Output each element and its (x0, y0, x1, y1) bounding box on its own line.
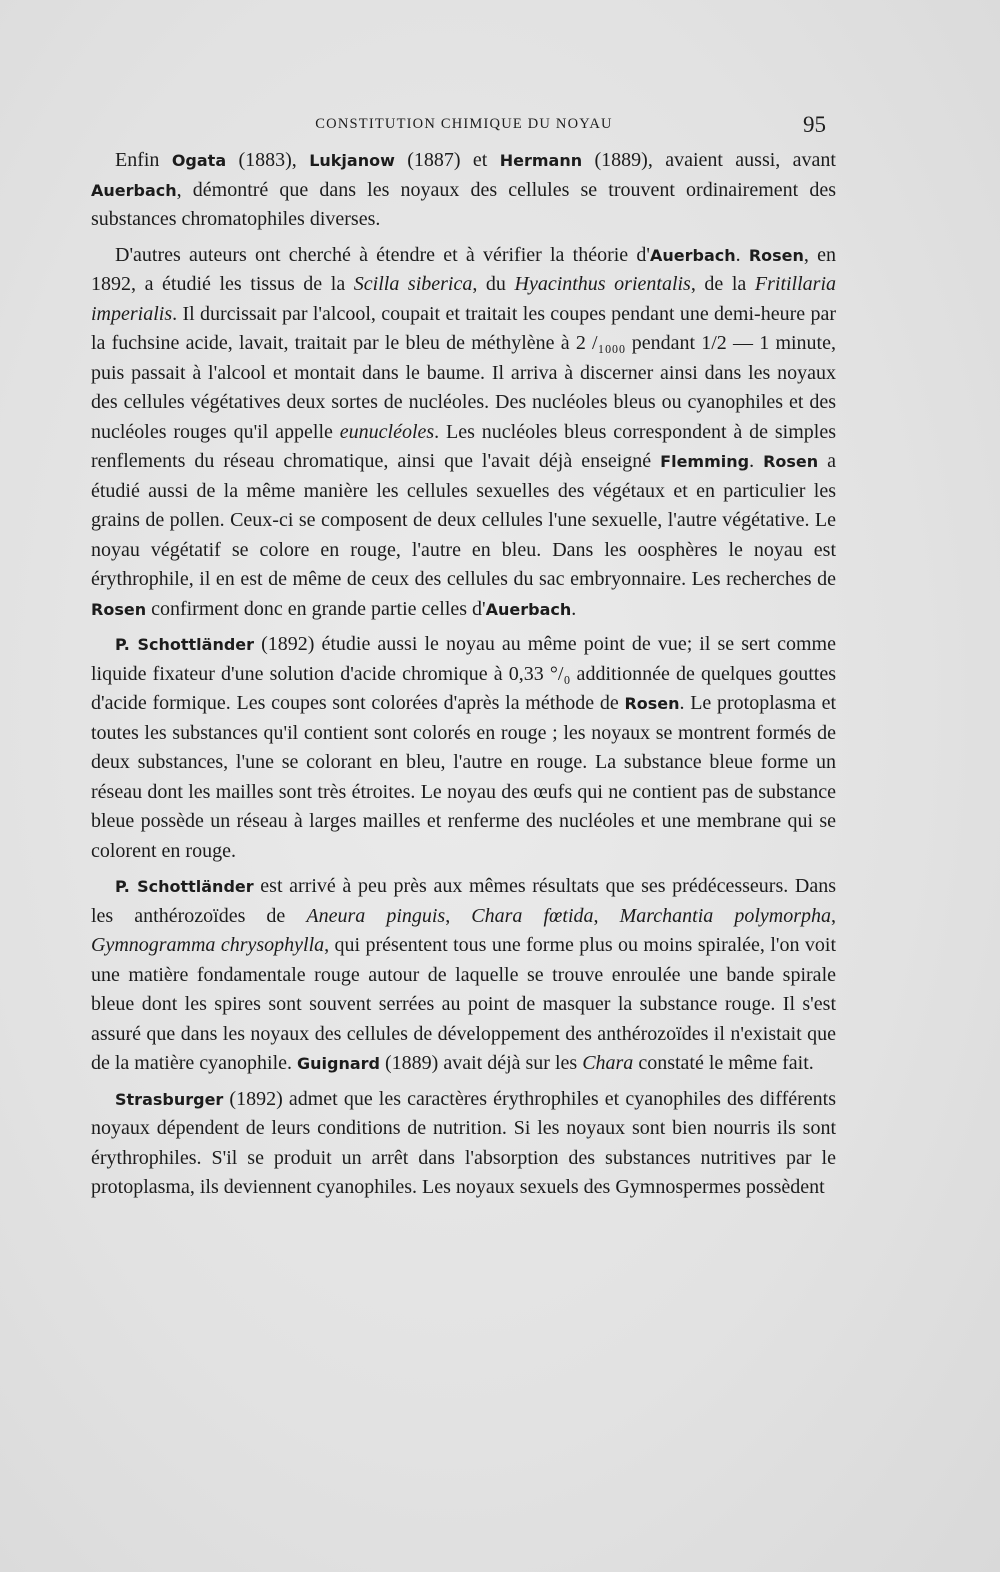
text-run: . Les nucléoles bleus correspondent à de simples renflements du réseau chromatique, ainsi que l'avait déjà enseigné (91, 420, 836, 472)
paragraph (91, 872, 836, 1079)
species-name: Hyacinthus orientalis (514, 273, 691, 295)
paragraph (91, 630, 836, 866)
species-name: Chara (582, 1052, 634, 1074)
author-name: Strasburger (115, 1089, 224, 1109)
species-name: Gymnogramma chrysophylla (91, 934, 325, 956)
author-name: Rosen (624, 694, 680, 713)
text-run: , (831, 904, 836, 927)
text-run: , qui présentent tous une forme plus ou moins spiralée, l'on voit une matière fondamentale rouge autour de laquelle se trouve enroulée une bande spirale bleue dont les spires sont souvent serrées au point de masquer la substance rouge. Il s'est assuré que dans les noyaux des cellules de développement des anthérozoïdes il n'existait que de la matière cyanophile. (91, 934, 836, 1074)
text-run: confirment donc en grande partie celles d' (146, 597, 486, 620)
page-body (91, 146, 836, 1203)
text-run: (1892) admet que les caractères érythrophiles et cyanophiles des différents noyaux dépendent de leurs conditions de nutrition. Si les noyaux sont bien nourris ils sont érythrophiles. S'il se produit un arrêt dans l'absorption des substances nutritives par le protoplasma, ils deviennent cyanophiles. Les noyaux sexuels des Gymnospermes possèdent (91, 1087, 836, 1198)
text-run: , en 1892, a étudié les tissus de la (91, 243, 837, 295)
author-name: Ogata (171, 151, 227, 170)
species-name: Marchantia polymorpha (619, 904, 831, 927)
author-name: Rosen (91, 599, 147, 619)
text-run: (1889), avaient aussi, avant (582, 149, 836, 171)
running-title: CONSTITUTION CHIMIQUE DU NOYAU (315, 116, 613, 132)
text-run: , du (472, 273, 515, 295)
author-name: Lukjanow (309, 151, 395, 170)
author-name: Hermann (499, 151, 583, 170)
text-run: . (735, 243, 749, 266)
text-run: , (593, 904, 620, 927)
species-name: Scilla siberica (353, 273, 473, 295)
text-run: . Il durcissait par l'alcool, coupait et traitait les coupes pendant une demi-heure par la fuchsine acide, lavait, traitait par le bleu de méthylène à 2 /₁₀₀₀ pendant 1/2 — 1 minute, puis passait à l'alcool et montait dans le baume. Il arriva à discerner ainsi dans les noyaux des cellules végétatives deux sortes de nucléoles. Des nucléoles bleus ou cyanophiles et des nucléoles rouges qu'il appelle (91, 302, 836, 443)
text-run: Enfin (115, 149, 172, 171)
author-name: P. Schottländer (115, 635, 255, 654)
species-name: eunucléoles (339, 420, 435, 443)
text-run: (1883), (226, 149, 310, 171)
page-number: 95 (803, 112, 826, 137)
text-run: . (571, 597, 577, 620)
paragraph (91, 241, 836, 625)
text-run: , démontré que dans les noyaux des cellules se trouvent ordinairement des substances chromatophiles diverses. (91, 178, 836, 230)
author-name: Rosen (763, 452, 819, 471)
author-name: Auerbach (91, 180, 177, 200)
text-run: a étudié aussi de la même manière les cellules sexuelles des végétaux et en particulier les grains de pollen. Ceux-ci se composent de deux cellules l'une sexuelle, l'autre végétative. Le noyau végétatif se colore en rouge, l'autre en bleu. Dans les oosphères le noyau est érythrophile, il en est de même de ceux des cellules du sac embryonnaire. Les recherches de (91, 450, 837, 590)
author-name: Guignard (297, 1054, 381, 1073)
text-run: constaté le même fait. (633, 1052, 814, 1074)
author-name: Auerbach (485, 599, 572, 619)
paragraph (91, 146, 836, 235)
text-run: (1892) étudie aussi le noyau au même point de vue; il se sert comme liquide fixateur d'une solution d'acide chromique à 0,33 °/₀ additionnée de quelques gouttes d'acide formique. Les coupes sont colorées d'après la méthode de (91, 633, 836, 714)
species-name: Aneura pinguis (306, 904, 446, 927)
text-run: . (749, 450, 764, 472)
species-name: Fritillaria imperialis (91, 273, 837, 325)
author-name: Rosen (748, 245, 804, 265)
text-run: (1887) et (394, 149, 500, 171)
text-run: , (445, 904, 472, 927)
author-name: P. Schottländer (115, 877, 254, 896)
text-run: . Le protoplasma et toutes les substances qu'il contient sont colorés en rouge ; les noyaux se montrent formés de deux substances, l'une se colorant en bleu, l'autre en rouge. La substance bleue forme un réseau dont les mailles sont très étroites. Le noyau des œufs qui ne contient pas de substance bleue possède un réseau à larges mailles et renferme des nucléoles et une membrane qui se colorent en rouge. (91, 692, 836, 862)
text-run: D'autres auteurs ont cherché à étendre et à vérifier la théorie d' (115, 243, 650, 266)
text-run: (1889) avait déjà sur les (380, 1052, 583, 1074)
page-header (90, 112, 838, 142)
text-run: , de la (690, 273, 755, 295)
paragraph (91, 1085, 836, 1203)
author-name: Flemming (660, 452, 750, 471)
text-run: est arrivé à peu près aux mêmes résultats que ses prédécesseurs. Dans les anthérozoïdes de (91, 875, 836, 927)
species-name: Chara fœtida (471, 904, 594, 927)
author-name: Auerbach (649, 245, 736, 265)
